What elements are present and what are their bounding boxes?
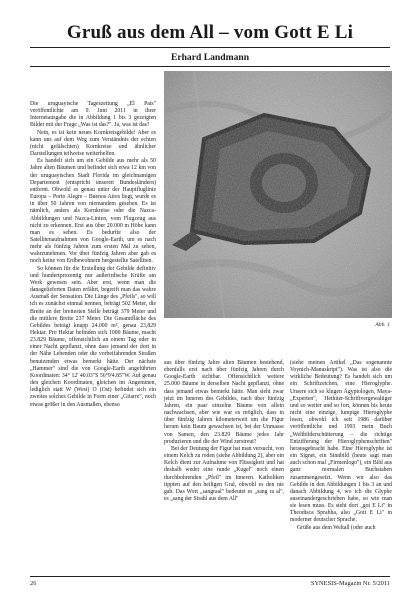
paragraph: Grüße aus dem Weltall (oder auch: [297, 524, 376, 531]
footer-rule: [30, 576, 390, 577]
paragraph: aus über fünfzig Jahre alten Bäumen bestehend, ebenfalls erst nach über fünfzig Jahren durch Google-Earth sichtbar. Offensichtlich weitere 25.000 Bäume in derselben Nacht gepflanzt, ohne dass jemand etwas bemerkt hätte. Man sieht zwar jetzt im Inneren des Gebildes, nach über fünfzig Jahren, ein paar einzelne Bäume von allein nachwachsen, aber wie war es möglich, dass in über fünfzig Jahren kilometerweit um die Figur herum kein Baum gewachsen ist, bei der Unmasse von Samen, den 23.829 Bäume jedes Jahr produzieren und die der Wind zerstreut?: [164, 360, 284, 445]
publication-info: SYNESIS-Magazin Nr. 5/2011: [310, 580, 390, 587]
satellite-photo-drawing: [164, 71, 392, 318]
paragraph: Nein, es ist kein neues Kornkreisgebilde! Aber es kann uns auf dem Weg zum Verständnis der echten (nicht gefälschten) Kornkreise und ähnlicher Darstellungen teilweise weiterhelfen.: [30, 129, 156, 158]
paragraph: Bei der Deutung der Figur hat man versucht, von einem Kelch zu reden (siehe Abbildung 2), aber ein Kelch dient zur Aufnahme von Flüssigkeit und hat deshalb weder eine runde „Kugel" noch einen durchbohrenden „Pfeil" im Inneren. Katholiken tippten auf den heiligen Gral, obwohl es den nie gab. Das Wort „sangraal" bedeutet es „sang ra al", es „sang der Strahl aus dem All": [164, 445, 284, 502]
text-column-right: [290, 360, 392, 572]
paragraph: So können für die Erstellung der Gebilde definitiv und hundertprozentig nur außerirdische Kräfte am Werk gewesen sein. Aber erst, wenn man die danagelieferten Daten erfährt, begreift man das wahre Ausmaß der Sensation. Die Länge des „Pfeils", so will ich es zunächst einmal nennen, beträgt 502 Meter, die Breite an der breitesten Stelle beträgt 379 Meter und die mittlere Breite 237 Meter. Die Gesamtfläche des Gebildes beträgt knapp 24.000 m², genau 23,829 Hektar. Pro Hektar befinden sich 1000 Bäume, macht 23.829 Bäume, offensichtlich an einem Tag oder in einer Nacht gepflanzt, ohne dass jemand der dort in der Nähe Lebenden oder die vorbeifahrenden Straßen benutzenden etwas bemerkt hätte. Der nächste „Hammer" sind die von Google-Earth angeführten Koordinaten: 34° 12' 40.03"S 56°9'4.85"W. Auf genau den gleichen Koordinaten, gleichen im Angeminen, lediglich statt W (West) O (Ost) befindet sich ein zweites solches Gebilde in Form einer „Gitarre", noch etwas größer in den Ausmaßen, ebenso: [30, 265, 156, 408]
figure-caption: Abb. 1: [375, 322, 390, 328]
title-rule-bottom: [30, 66, 390, 67]
paragraph: Es handelt sich um ein Gebilde aus mehr als 50 Jahre alten Bäumen und befindet sich etwa 12 km von der uruguayischen Stadt Florida im gleichnamigen Departement (entspricht unseren Bundesländern) entfernt. Obwohl es genau unter der Hauptfluglinie Europa – Porto Alegre – Buenos Aires liegt, wurde es in über 50 Jahren von niemandem gesehen. Es ist nämlich, anders als Kornkreise oder die Nazca-Abbildungen und Nazca-Linien, vom Flugzeug aus nicht zu erkennen. Erst aus über 20.000 m Höhe kann man es sehen. Es bedurfte also der Satellitenaufnahmen von Google-Earth, um es nach mehr als fünfzig Jahren zum ersten Mal zu sehen, wahrzunehmen. Vor über fünfzig Jahren aber gab es noch keine von Erdbewohnern hergestellte Satelliten.: [30, 158, 156, 265]
article-title: Gruß aus dem All – vom Gott E Li: [66, 22, 354, 43]
paragraph: Die uruguayische Tageszeitung „El Pais" veröffentlichte am 9. Juni 2011 in ihrer Internetausgabe die in Abbildung 1 bis 3 gezeigten Bilder mit der Frage „Was ist das?". Ja, was ist das?: [30, 101, 156, 129]
text-column-left: [30, 101, 156, 571]
text-column-middle: [164, 360, 284, 572]
paragraph: (siehe meinen Artikel „Das sogenannte Voynich-Manuskript"). Was ist also die wirkliche Bedeutung? Es handelt sich um ein Schriftzeichen, eine Hieroglyphe. Unsere sich so klugen Ägyptologen, Maya-„Experten", Hethiter-Schriftvergewaltiger und so weiter und so fort, können bis heute nicht eine einzige, lumpige Hieroglyphe lesen, obwohl ich seit 1986 darüber veröffentliche und 1993 mein Buch „Weltbilderschütterung – die richtige Entzifferung der Hieroglyphenschriften" herausgebracht habe. Eine Hieroglyphe ist ein Signet, ein Sinnbild (heute sagt man auch schon mal „Firmenlogo"), ein Bild aus ganz normalen Buchstaben zusammengesetzt. Wenn wir also das Gebilde in den Abbildungen 1 bis 3 an und danach Abbildung 4, wo ich die Glyphe auseinandergeschrieben habe, so wie man sie lesen muss. Es steht dort „got E Li" in Theodisca Sprahha, also „Gott E Li" in moderner deutscher Sprache.: [290, 360, 392, 524]
article-author: Erhard Landmann: [170, 52, 250, 63]
satellite-photo: [164, 71, 392, 318]
title-rule-top: [30, 47, 390, 48]
page-number: 26: [30, 580, 37, 587]
